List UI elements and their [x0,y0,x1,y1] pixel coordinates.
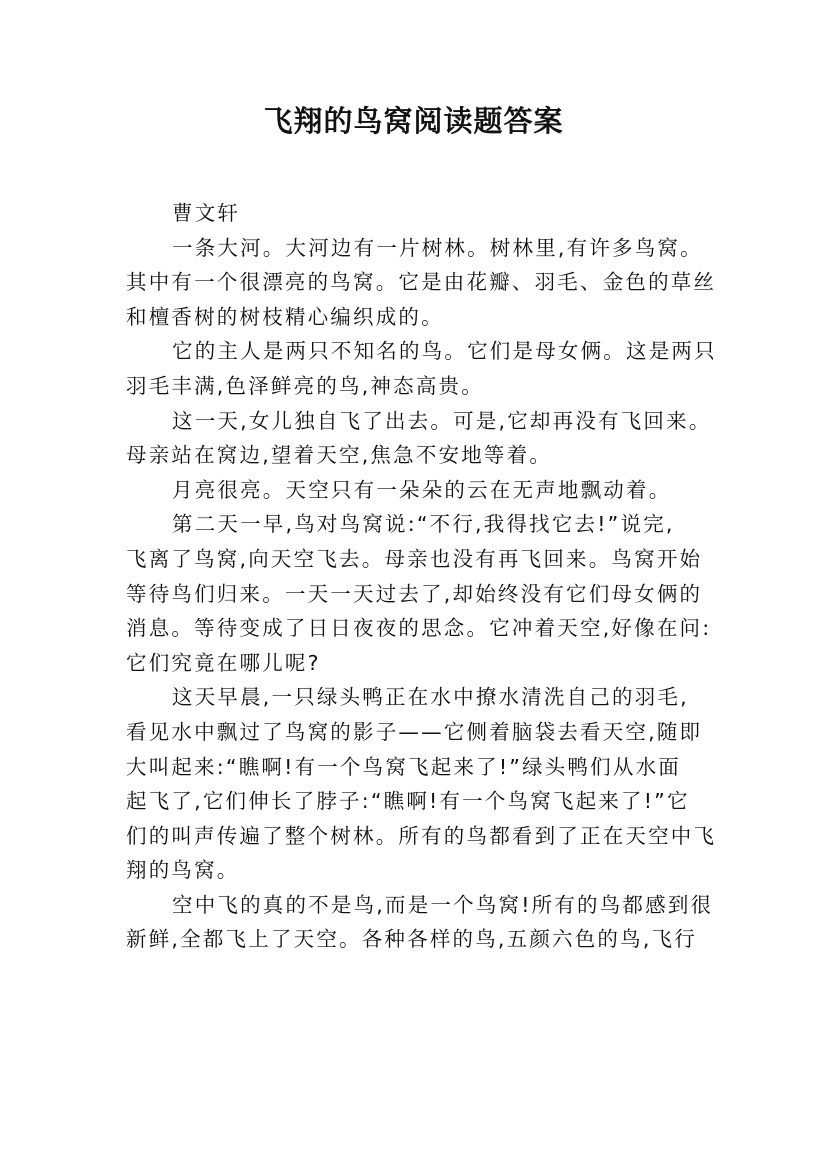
text-line: 大叫起来:“瞧啊!有一个鸟窝飞起来了!”绿头鸭们从水面 [126,754,681,779]
text-line: 翔的鸟窝。 [126,858,240,883]
paragraph [126,473,716,508]
text-line: 月亮很亮。天空只有一朵朵的云在无声地飘动着。 [172,477,672,502]
text-line: 看见水中飘过了鸟窝的影子——它侧着脑袋去看天空,随即 [126,719,703,744]
paragraph [126,680,716,888]
text-line: 第二天一早,鸟对鸟窝说:“不行,我得找它去!”说完, [172,512,675,537]
text-line: 一条大河。大河边有一片树林。树林里,有许多鸟窝。 [172,235,703,260]
paragraph [126,404,716,473]
text-line: 飞离了鸟窝,向天空飞去。母亲也没有再飞回来。鸟窝开始 [126,546,703,571]
text-line: 羽毛丰满,色泽鲜亮的鸟,神态高贵。 [126,373,484,398]
text-line: 这天早晨,一只绿头鸭正在水中撩水清洗自己的羽毛, [172,685,689,710]
document-title: 飞翔的鸟窝阅读题答案 [263,104,564,138]
text-line: 新鲜,全都飞上了天空。各种各样的鸟,五颜六色的鸟,飞行 [126,927,697,952]
text-line: 起飞了,它们伸长了脖子:“瞧啊!有一个鸟窝飞起来了!”它 [126,789,690,814]
text-line: 和檀香树的树枝精心编织成的。 [126,304,444,329]
paragraph [126,231,716,335]
text-line: 它们究竟在哪儿呢? [126,650,321,675]
text-line: 其中有一个很漂亮的鸟窝。它是由花瓣、羽毛、金色的草丝 [126,270,717,295]
paragraph [126,507,716,680]
text-line: 空中飞的真的不是鸟,而是一个鸟窝!所有的鸟都感到很 [172,892,714,917]
author-name: 曹文轩 [172,201,241,225]
text-line: 这一天,女儿独自飞了出去。可是,它却再没有飞回来。 [172,408,712,433]
text-line: 等待鸟们归来。一天一天过去了,却始终没有它们母女俩的 [126,581,703,606]
text-line: 它的主人是两只不知名的鸟。它们是母女俩。这是两只 [172,339,717,364]
article-body [126,196,716,957]
text-line: 们的叫声传遍了整个树林。所有的鸟都看到了正在天空中飞 [126,823,717,848]
text-line: 母亲站在窝边,望着天空,焦急不安地等着。 [126,443,553,468]
paragraph [126,334,716,403]
paragraph [126,888,716,957]
text-line: 消息。等待变成了日日夜夜的思念。它冲着天空,好像在问: [126,616,712,641]
